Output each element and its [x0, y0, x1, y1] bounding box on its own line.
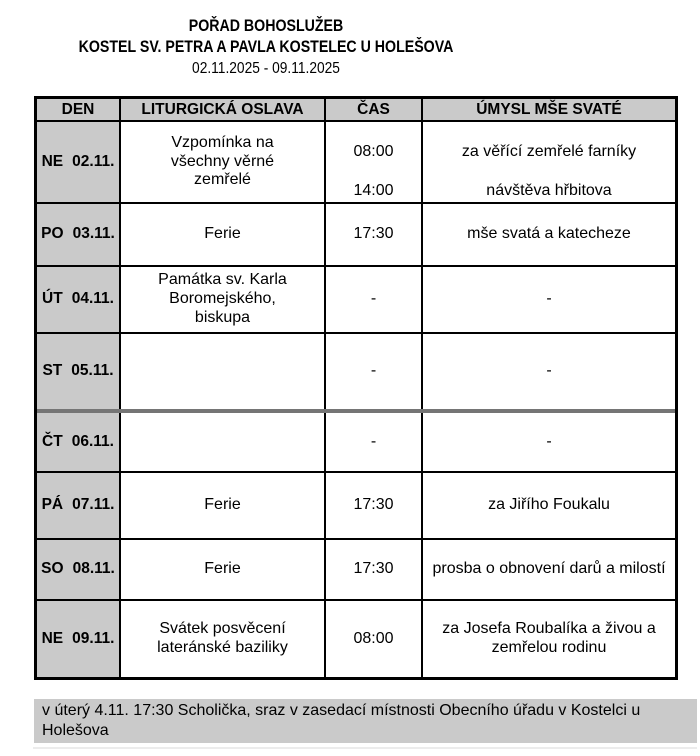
feast-cell [121, 267, 326, 332]
column-header-den: DEN [37, 99, 121, 120]
day-date: 06.11. [71, 432, 114, 450]
intention-entry: za věřící zemřelé farníky [461, 143, 637, 160]
time-cell [326, 473, 423, 538]
time-cell [326, 601, 423, 677]
day-cell [37, 540, 121, 599]
column-header-umysl-mse-svate: ÚMYSL MŠE SVATÉ [423, 99, 675, 120]
feast-cell [121, 204, 326, 265]
date-range: 02.11.2025 - 09.11.2025 [192, 60, 340, 77]
time-entry: 14:00 [353, 182, 394, 200]
day-abbr: ČT [42, 432, 63, 450]
day-cell [37, 473, 121, 538]
intention-entry: za Josefa Roubalíka a živou a zemřelou rodinu [442, 620, 656, 656]
feast-cell [121, 473, 326, 538]
time-entry: 08:00 [353, 629, 394, 647]
intention-entry: prosba o obnovení darů a milostí [432, 560, 666, 578]
intention-entry: návštěva hřbitova [486, 182, 612, 200]
document-title: POŘAD BOHOSLUŽEB [188, 17, 344, 35]
day-cell [37, 601, 121, 677]
day-abbr: PO [41, 225, 64, 243]
time-entry: - [370, 290, 377, 308]
day-cell [37, 267, 121, 332]
time-cell [326, 267, 423, 332]
table-row [37, 413, 675, 473]
day-abbr: SO [41, 560, 64, 578]
feast-cell [121, 601, 326, 677]
day-date: 02.11. [72, 152, 115, 170]
document-subtitle: KOSTEL SV. PETRA A PAVLA KOSTELEC U HOLEŠOVA [78, 38, 454, 56]
time-entry: 17:30 [353, 496, 394, 514]
schedule-table [34, 96, 678, 680]
time-entry: - [370, 432, 377, 450]
time-cell [326, 122, 423, 202]
intention-cell [423, 204, 675, 265]
day-abbr: NE [41, 152, 64, 170]
intention-entry: - [546, 432, 552, 450]
table-row [37, 334, 675, 413]
intention-cell [423, 334, 675, 409]
day-abbr: ST [42, 362, 63, 380]
day-abbr: ÚT [42, 290, 63, 308]
time-entry: - [370, 362, 377, 380]
feast-text: Památka sv. Karla Boromejského, biskupa [158, 271, 287, 326]
feast-cell [121, 540, 326, 599]
feast-text: Ferie [204, 560, 241, 578]
table-row [37, 473, 675, 540]
day-cell [37, 413, 121, 471]
day-date: 08.11. [72, 560, 115, 578]
intention-cell [423, 413, 675, 471]
footer-note-text: v úterý 4.11. 17:30 Scholička, sraz v zasedací místnosti Obecního úřadu v Kostelci u Holešova [42, 702, 641, 739]
table-row [37, 122, 675, 204]
time-entry: 08:00 [353, 143, 394, 160]
time-cell [326, 413, 423, 471]
time-cell [326, 204, 423, 265]
day-date: 09.11. [72, 629, 115, 647]
day-date: 07.11. [72, 496, 115, 514]
time-entry: 17:30 [353, 560, 394, 578]
day-abbr: PÁ [41, 496, 64, 514]
table-row [37, 540, 675, 601]
intention-cell [423, 122, 675, 202]
column-header-liturgicka-oslava: LITURGICKÁ OSLAVA [121, 99, 326, 120]
intention-cell [423, 473, 675, 538]
intention-cell [423, 601, 675, 677]
feast-text: Svátek posvěcení lateránské baziliky [157, 620, 288, 656]
day-cell [37, 334, 121, 409]
document-header [0, 0, 532, 79]
time-cell [326, 540, 423, 599]
intention-entry: za Jiřího Foukalu [488, 496, 610, 514]
time-cell [326, 334, 423, 409]
time-entry: 17:30 [353, 225, 394, 243]
intention-entry: - [546, 290, 552, 308]
day-date: 05.11. [71, 362, 114, 380]
intention-entry: mše svatá a katecheze [467, 225, 631, 243]
day-cell [37, 122, 121, 202]
feast-text: Ferie [204, 496, 241, 514]
intention-cell [423, 540, 675, 599]
feast-text: Ferie [204, 225, 241, 243]
table-row [37, 204, 675, 267]
feast-cell [121, 334, 326, 409]
column-header-cas: ČAS [326, 99, 423, 120]
intention-cell [423, 267, 675, 332]
day-date: 03.11. [72, 225, 115, 243]
table-header-row [37, 99, 675, 122]
feast-cell [121, 122, 326, 202]
table-row [37, 601, 675, 677]
table-row [37, 267, 675, 334]
feast-text: Vzpomínka na všechny věrné zemřelé [170, 133, 275, 189]
intention-entry: - [546, 362, 552, 380]
day-cell [37, 204, 121, 265]
day-abbr: NE [41, 629, 64, 647]
bottom-divider [33, 747, 697, 749]
day-date: 04.11. [71, 290, 114, 308]
footer-note [34, 699, 697, 743]
feast-cell [121, 413, 326, 471]
